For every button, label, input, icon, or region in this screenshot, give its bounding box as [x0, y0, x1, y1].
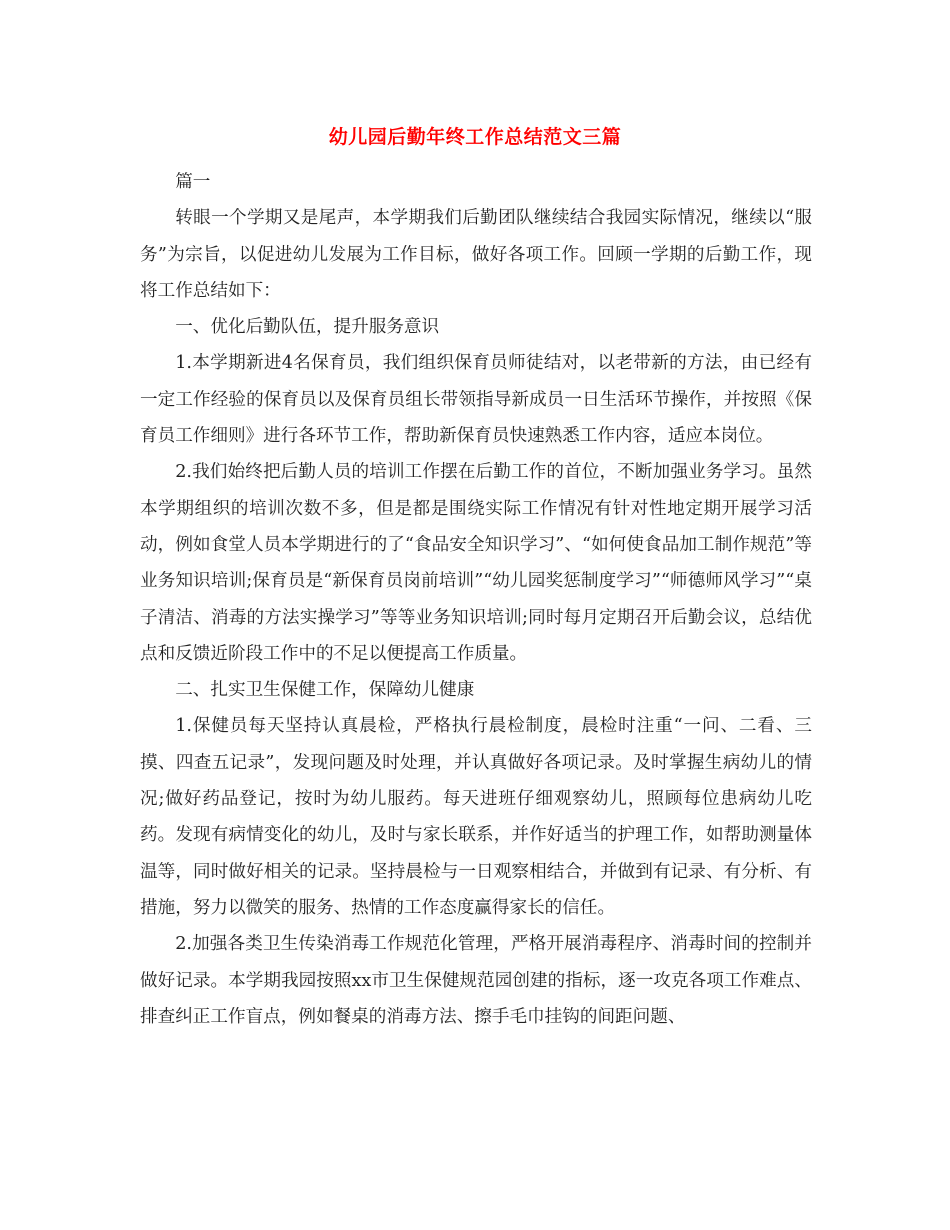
document-title: 幼儿园后勤年终工作总结范文三篇 [328, 126, 622, 148]
document-body [140, 164, 812, 1035]
body-paragraph: 2.我们始终把后勤人员的培训工作摆在后勤工作的首位，不断加强业务学习。虽然本学期组织的培训次数不多，但是都是围绕实际工作情况有针对性地定期开展学习活动，例如食堂人员本学期进行的了“食品安全知识学习”、“如何使食品加工制作规范”等业务知识培训;保育员是“新保育员岗前培训”“幼儿园奖惩制度学习”“师德师风学习”“桌子清洁、消毒的方法实操学习”等等业务知识培训;同时每月定期召开后勤会议，总结优点和反馈近阶段工作中的不足以便提高工作质量。 [140, 462, 812, 664]
body-paragraph: 1.保健员每天坚持认真晨检，严格执行晨检制度，晨检时注重“一问、二看、三摸、四查五记录”，发现问题及时处理，并认真做好各项记录。及时掌握生病幼儿的情况;做好药品登记，按时为幼儿服药。每天进班仔细观察幼儿，照顾每位患病幼儿吃药。发现有病情变化的幼儿，及时与家长联系，并作好适当的护理工作，如帮助测量体温等，同时做好相关的记录。坚持晨检与一日观察相结合，并做到有记录、有分析、有措施，努力以微笑的服务、热情的工作态度赢得家长的信任。 [140, 716, 812, 918]
section-heading: 一、优化后勤队伍，提升服务意识 [175, 317, 440, 338]
intro-paragraph: 转眼一个学期又是尾声，本学期我们后勤团队继续结合我园实际情况，继续以“服务”为宗旨，以促进幼儿发展为工作目标，做好各项工作。回顾一学期的后勤工作，现将工作总结如下： [140, 208, 812, 301]
section-heading: 二、扎实卫生保健工作，保障幼儿健康 [175, 680, 475, 701]
body-paragraph: 2.加强各类卫生传染消毒工作规范化管理，严格开展消毒程序、消毒时间的控制并做好记录。本学期我园按照xx市卫生保健规范园创建的指标，逐一攻克各项工作难点、排查纠正工作盲点，例如餐桌的消毒方法、擦手毛巾挂钩的间距问题、 [140, 934, 812, 1027]
body-paragraph: 1.本学期新进4名保育员，我们组织保育员师徒结对，以老带新的方法，由已经有一定工作经验的保育员以及保育员组长带领指导新成员一日生活环节操作，并按照《保育员工作细则》进行各环节工作，帮助新保育员快速熟悉工作内容，适应本岗位。 [140, 353, 812, 447]
section-label: 篇一 [175, 172, 211, 192]
